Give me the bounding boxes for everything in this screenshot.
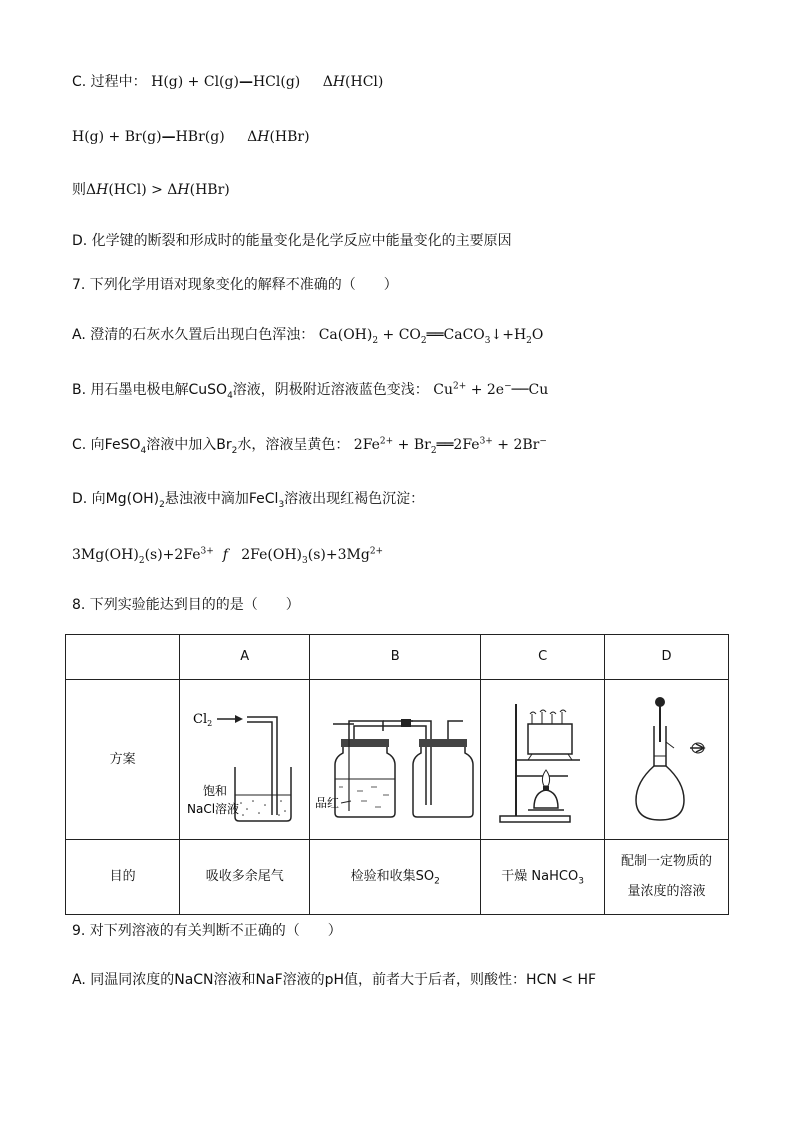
- saturated-label: 饱和: [202, 783, 227, 798]
- q6-option-c-conclusion: 则ΔH(HCl) > ΔH(HBr): [72, 182, 230, 198]
- q7-option-b-text: B. 用石墨电极电解CuSO$_4$溶液，阴极附近溶液蓝色变浅：: [72, 382, 429, 401]
- q6-option-c-label: C. 过程中：: [72, 74, 147, 90]
- q6-option-c-line2: [72, 127, 310, 147]
- nacl-solution-label: NaCl溶液: [186, 801, 239, 816]
- q8-figure-b: [310, 680, 481, 840]
- magenta-reagent-label: 品红: [314, 795, 339, 810]
- q7-option-c: [72, 435, 547, 455]
- gas-absorption-beaker-figure: [185, 695, 305, 825]
- q7-option-a-equation: $Ca(OH)_2$ + $CO_2══CaCO_3↓+H_2O$: [318, 327, 544, 346]
- q8-header-d: D: [605, 635, 729, 680]
- q6-option-d: D. 化学键的断裂和形成时的能量变化是化学反应中能量变化的主要原因: [72, 233, 512, 249]
- q8-figure-d: [605, 680, 729, 840]
- q8-header-b: B: [310, 635, 481, 680]
- q7-option-a: [72, 325, 543, 345]
- q8-goal-a: 吸收多余尾气: [180, 840, 310, 915]
- q6-option-c-dh-hbr: ΔH(HBr): [247, 129, 310, 145]
- heating-apparatus-figure: [488, 690, 598, 830]
- q8-goal-row: [66, 840, 729, 915]
- q8-goal-c: 干燥 NaHCO$_3$: [481, 840, 605, 915]
- volumetric-flask-figure: [612, 690, 722, 830]
- q6-option-c-line1: [72, 72, 383, 92]
- q9-option-a: A. 同温同浓度的NaCN溶液和NaF溶液的pH值，前者大于后者，则酸性：HCN < HF: [72, 972, 597, 988]
- q8-goal-d: 配制一定物质的 量浓度的溶液: [605, 840, 729, 915]
- q6-option-c-dh-hcl: ΔH(HCl): [322, 74, 384, 90]
- gas-washing-bottles-figure: [313, 695, 478, 825]
- q7-option-d-equation: $3Mg(OH)_2(s)+2Fe^{3+}$ f $2Fe(OH)_3(s)+3Mg^{2+}$: [72, 546, 384, 566]
- chlorine-label: $Cl_2$: [192, 711, 212, 728]
- q9-stem: 9. 对下列溶液的有关判断不正确的（ ）: [72, 923, 342, 939]
- q8-header-a: A: [180, 635, 310, 680]
- q7-option-d-text: D. 向$Mg(OH)_2$悬浊液中滴加FeCl$_3$溶液出现红褐色沉淀：: [72, 491, 425, 510]
- q8-header-empty: [66, 635, 180, 680]
- q7-option-a-text: A. 澄清的石灰水久置后出现白色浑浊：: [72, 327, 315, 343]
- q8-table: [65, 634, 729, 915]
- q7-option-b-equation: $Cu^{2+}$ + 2e−──Cu: [433, 381, 549, 398]
- q7-option-d: [72, 489, 424, 509]
- q7-option-c-equation: $2Fe^{2+}$ + $Br_2══2Fe^{3+} + 2Br^-$: [353, 436, 547, 456]
- q7-stem: 7. 下列化学用语对现象变化的解释不准确的（ ）: [72, 277, 398, 293]
- q8-scheme-label: 方案: [66, 680, 180, 840]
- q7-option-b: [72, 380, 548, 400]
- q6-option-c-equation-hbr: H(g) + Br(g)—HBr(g): [72, 129, 225, 145]
- q8-goal-label: 目的: [66, 840, 180, 915]
- q7-option-c-text: C. 向FeSO$_4$溶液中加入$Br_2$水，溶液呈黄色：: [72, 437, 350, 456]
- q8-figure-a: [180, 680, 310, 840]
- q6-option-c-equation-hcl: H(g) + Cl(g)—HCl(g): [151, 74, 301, 90]
- q8-header-c: C: [481, 635, 605, 680]
- q8-stem: 8. 下列实验能达到目的的是（ ）: [72, 597, 300, 613]
- q8-scheme-row: [66, 680, 729, 840]
- q8-goal-b: 检验和收集$SO_2$: [310, 840, 481, 915]
- q8-figure-c: [481, 680, 605, 840]
- q8-header-row: [66, 635, 729, 680]
